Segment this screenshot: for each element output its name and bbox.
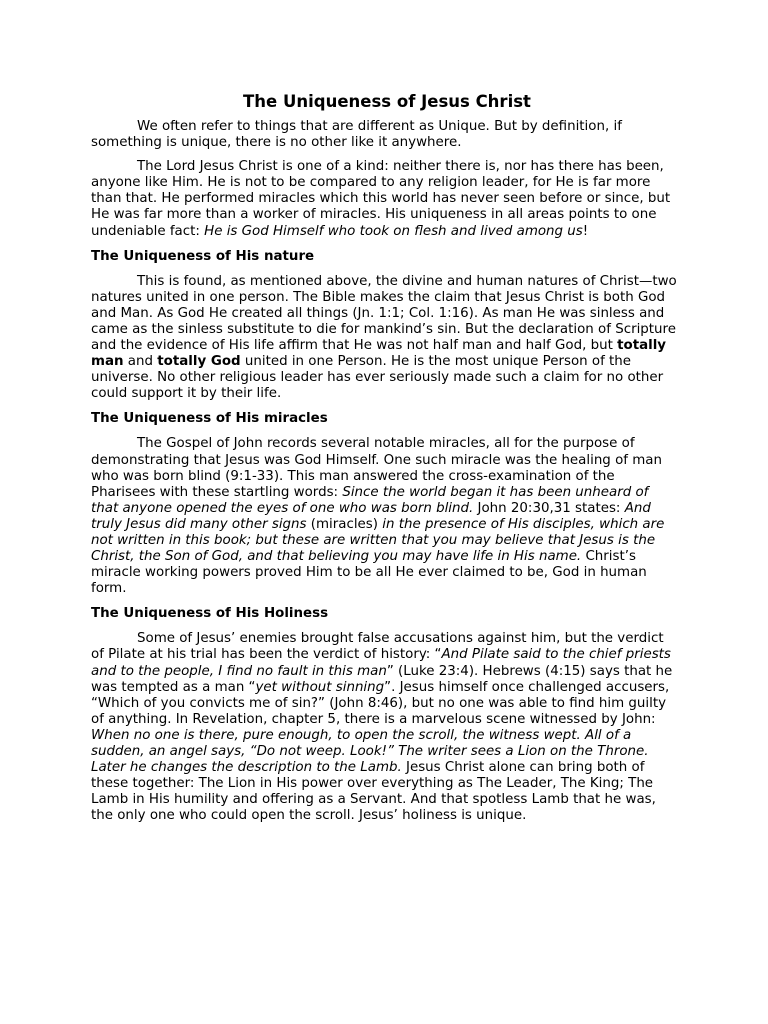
document-title: The Uniqueness of Jesus Christ — [243, 92, 531, 111]
quote-text: yet without sinning — [255, 679, 385, 695]
body-text: (miracles) — [306, 516, 383, 532]
intro-paragraph-1 — [91, 119, 677, 151]
body-text: and — [123, 354, 158, 370]
body-text: John 20:30,31 states: — [473, 500, 625, 516]
intro-text: The Lord Jesus Christ is one of a kind: neither there is, nor has there has been, anyone like Him. He is not to be compared to any religion leader, for He is far more than that. He performed miracles which this world has never seen before or since, but He was far more than a worker of miracles. His uniqueness in all areas points to one undeniable fact: — [91, 159, 671, 239]
body-text: Jesus Christ alone can bring both of these together: The Lion in His power over everything as The Leader, The King; The Lamb in His humility and offering as a Servant. And that spotless Lamb that he was, the only one who could open the scroll. Jesus’ holiness is unique. — [91, 760, 656, 824]
body-text: Some of Jesus’ enemies brought false accusations against him, but the verdict of Pilate at his trial has been the verdict of history: “ — [91, 631, 664, 663]
section-heading-holiness: The Uniqueness of His Holiness — [91, 606, 329, 622]
body-text: united in one Person. He is the most unique Person of the universe. No other religious leader has ever seriously made such a claim for no other could support it by their life. — [91, 354, 664, 402]
intro-paragraph-2 — [91, 159, 677, 239]
body-text: The Gospel of John records several notable miracles, all for the purpose of demonstrating that Jesus was God Himself. One such miracle was the healing of man who was born blind (9:1-33). This man answered the cross-examination of the Pharisees with these startling words: — [91, 436, 662, 500]
quote-text: And truly Jesus did many other signs — [91, 500, 651, 532]
quote-text: Since the world began it has been unheard of that anyone opened the eyes of one who was born blind. — [91, 484, 649, 516]
emphasis-text: He is God Himself who took on flesh and lived among us — [204, 223, 583, 239]
section-heading-nature: The Uniqueness of His nature — [91, 248, 315, 264]
section-heading-miracles: The Uniqueness of His miracles — [91, 411, 328, 427]
holiness-paragraph — [91, 631, 677, 824]
body-text: ”. Jesus himself once challenged accusers, “Which of you convicts me of sin?” (John 8:46), but no one was able to find him guilty of anything. In Revelation, chapter 5, there is a marvelous scene witnessed by John: — [91, 679, 670, 727]
nature-paragraph — [91, 274, 677, 403]
quote-text: in the presence of His disciples, which are not written in this book; but these are written that you may believe that Jesus is the Christ, the Son of God, and that believing you may have life in His name. — [91, 516, 665, 565]
quote-text: When no one is there, pure enough, to open the scroll, the witness wept. All of a sudden, an angel says, “Do not weep. Look!” The writer sees a Lion on the Throne. Later he changes the description to the Lamb. — [91, 727, 649, 776]
intro-text: ! — [582, 223, 589, 239]
quote-text: And Pilate said to the chief priests and to the people, I find no fault in this man — [91, 647, 671, 679]
intro-text: We often refer to things that are different as Unique. But by definition, if something is unique, there is no other like it anywhere. — [91, 119, 622, 151]
body-text: Christ’s miracle working powers proved Him to be all He ever claimed to be, God in human form. — [91, 549, 647, 597]
document-page — [91, 92, 677, 832]
bold-text: totally God — [157, 354, 241, 370]
body-text: ” (Luke 23:4). Hebrews (4:15) says that he was tempted as a man “ — [91, 663, 673, 695]
bold-text: totally man — [91, 338, 667, 370]
miracles-paragraph — [91, 436, 677, 597]
body-text: This is found, as mentioned above, the divine and human natures of Christ—two natures united in one person. The Bible makes the claim that Jesus Christ is both God and Man. As God He created all things (Jn. 1:1; Col. 1:16). As man He was sinless and came as the sinless substitute to die for mankind’s sin. But the declaration of Scripture and the evidence of His life affirm that He was not half man and half God, but — [91, 273, 677, 354]
